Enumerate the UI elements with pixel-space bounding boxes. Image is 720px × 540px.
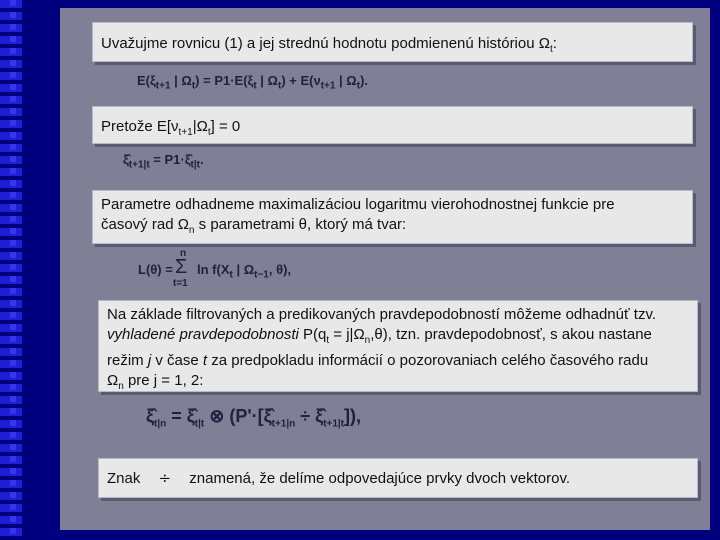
equation-likelihood: L(θ) = n Σ t=1 $\ln f(X_t$ | $\Omega_{t-1}$, θ), — [138, 248, 292, 289]
decorative-stripe-inner — [10, 0, 16, 540]
text-box-intro: Uvažujme rovnicu (1) a jej strednú hodnotu podmienenú históriou $\Omega_t$: — [92, 22, 693, 62]
equation-smoothing: $\xî_{t|n}$ = $\xî_{t|t}$ ⊗ ($P'\cdot[\xî_{t+1|n}$ ÷ $\xî_{t+1|t}$]), — [146, 406, 362, 430]
division-sign: ÷ — [158, 469, 172, 487]
text-box-smoothed: Na základe filtrovaných a predikovaných pravdepodobností môžeme odhadnúť tzv. vyhladené pravdepodobnosti $P(q_t = j|\Omega_n,\theta)$, tzn. pravdepodobnosť, s akou nastane režim j v čase t za predpokladu informácií o pozorovaniach celého časového radu $\Omega_n$ pre j = 1, 2: — [98, 300, 698, 392]
equation-expectation: $E(\xi_{t+1}$ | $\Omega_t) = P1\cdot E(\xi_t$ | $\Omega_t) + E(\nu_{t+1}$ | $\Omega_t$). — [137, 73, 369, 92]
equation-prediction: $\xî_{t+1|t}$ = $P1\cdot\xî_{t|t}$. — [123, 152, 204, 171]
text-box-division-note: Znak ÷ znamená, že delíme odpovedajúce prvky dvoch vektorov. — [98, 458, 698, 498]
text-box-since: Pretože $E[\nu_{t+1}|\Omega_t] = 0$ — [92, 106, 693, 144]
text-box-parameters: Parametre odhadneme maximalizáciou logaritmu vierohodnostnej funkcie pre časový rad $\Omega_n$ s parametrami θ, ktorý má tvar: — [92, 190, 693, 244]
